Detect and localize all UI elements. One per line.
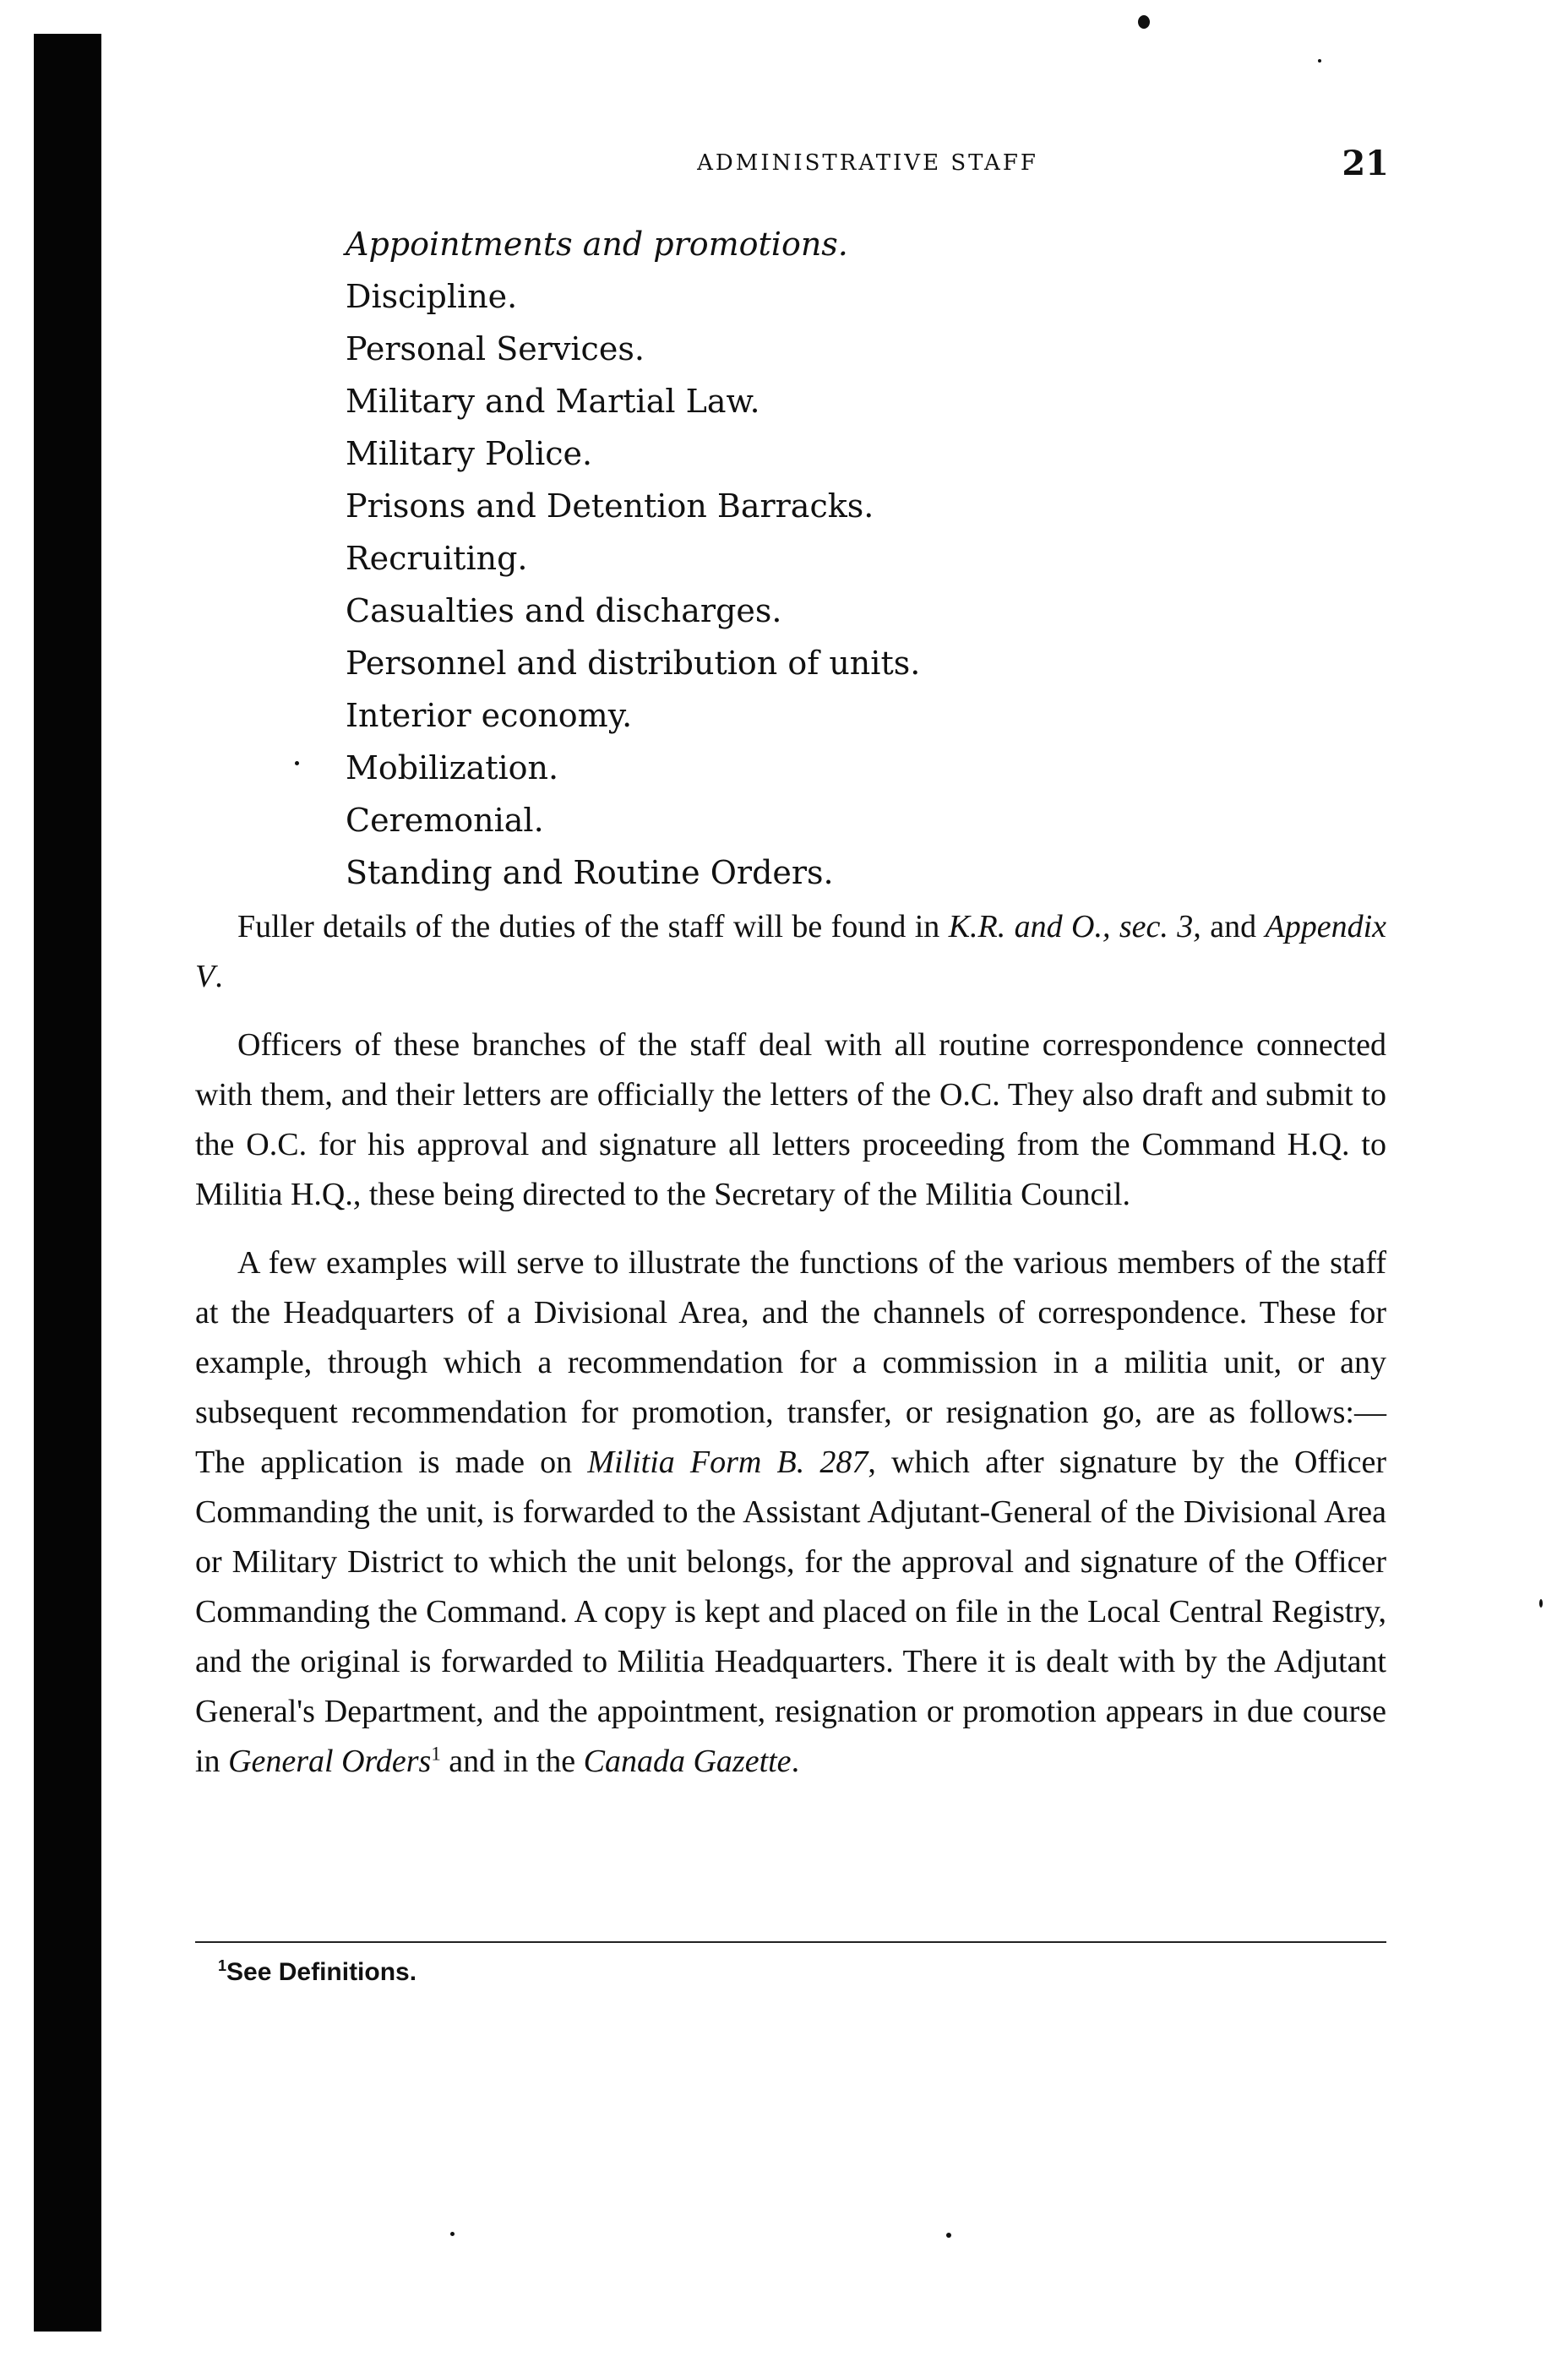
scan-edge	[34, 34, 101, 2332]
footnote-text: See Definitions.	[226, 1958, 417, 1986]
paragraph-text: A few examples will serve to illustrate the functions of the various members of the staff at the Headquarters of a Divisional Area, and the channels of correspondence. These for example, through which a recommendation for a commission in a militia unit, or any subsequent recommendation for promotion, transfer, or resignation go, are as follows:— The application is made on	[195, 1245, 1386, 1480]
paragraph-text: .	[791, 1744, 800, 1779]
paragraph-officers: Officers of these branches of the staff deal with all routine correspondence connected with them, and their letters are officially the letters of the O.C. They also draft and submit to the O.C. for his approval and signature all letters proceeding from the Command H.Q. to Militia H.Q., these being directed to the Secretary of the Militia Council.	[195, 1027, 1386, 1212]
page-number: 21	[1342, 144, 1389, 183]
paragraph-text: and	[1200, 909, 1266, 944]
scan-speck	[1318, 59, 1321, 63]
footnote-marker: 1	[431, 1743, 441, 1765]
scan-speck	[946, 2233, 951, 2238]
gazette-reference: Canada Gazette	[583, 1744, 792, 1779]
list-item: Military and Martial Law.	[346, 383, 760, 420]
scan-speck	[450, 2232, 455, 2236]
list-item: Military Police.	[346, 435, 593, 472]
duties-list	[346, 218, 920, 899]
paragraph-fuller-details	[195, 902, 1386, 1002]
general-orders-reference: General Orders	[228, 1744, 432, 1779]
paragraph-text: , which after signature by the Officer Commanding the unit, is forwarded to the Assistant Adjutant-General of the Divisional Area or Military District to which the unit belongs, for the approval and signature of the Officer Commanding the Command. A copy is kept and placed on file in the Local Central Registry, and the original is forwarded to Militia Headquarters. There it is dealt with by the Adjutant General's Department, and the appointment, resignation or promotion appears in due course in	[195, 1445, 1387, 1779]
paragraph-text: and in the	[440, 1744, 584, 1779]
paragraph-examples	[195, 1238, 1386, 1787]
list-item: Mobilization.	[346, 749, 559, 786]
list-item: Personal Services.	[346, 330, 645, 367]
list-item: Casualties and discharges.	[346, 592, 782, 629]
footnote-mark: 1	[218, 1957, 227, 1974]
paragraph-text: Fuller details of the duties of the staff will be found in	[237, 909, 949, 944]
list-item: Recruiting.	[346, 540, 528, 577]
footnote-rule	[195, 1941, 1386, 1943]
list-item: Interior economy.	[346, 697, 633, 734]
running-head	[346, 144, 1389, 194]
paragraph-text: .	[215, 959, 223, 994]
list-item: Standing and Routine Orders.	[346, 854, 834, 891]
scan-speck	[295, 761, 299, 765]
list-item: Appointments and promotions.	[346, 226, 848, 263]
list-item: Ceremonial.	[346, 802, 544, 839]
body-text	[195, 902, 1386, 1787]
regulations-reference: K.R. and O., sec. 3,	[948, 909, 1201, 944]
scan-speck	[1138, 15, 1150, 29]
scan-speck	[1539, 1599, 1543, 1608]
list-item: Prisons and Detention Barracks.	[346, 487, 874, 525]
running-title: ADMINISTRATIVE STAFF	[697, 150, 1038, 176]
form-reference: Militia Form B. 287	[587, 1445, 868, 1480]
appendix-reference: Appendix V	[195, 909, 1386, 994]
list-item: Personnel and distribution of units.	[346, 645, 921, 682]
list-item: Discipline.	[346, 278, 518, 315]
footnote	[218, 1958, 416, 1987]
